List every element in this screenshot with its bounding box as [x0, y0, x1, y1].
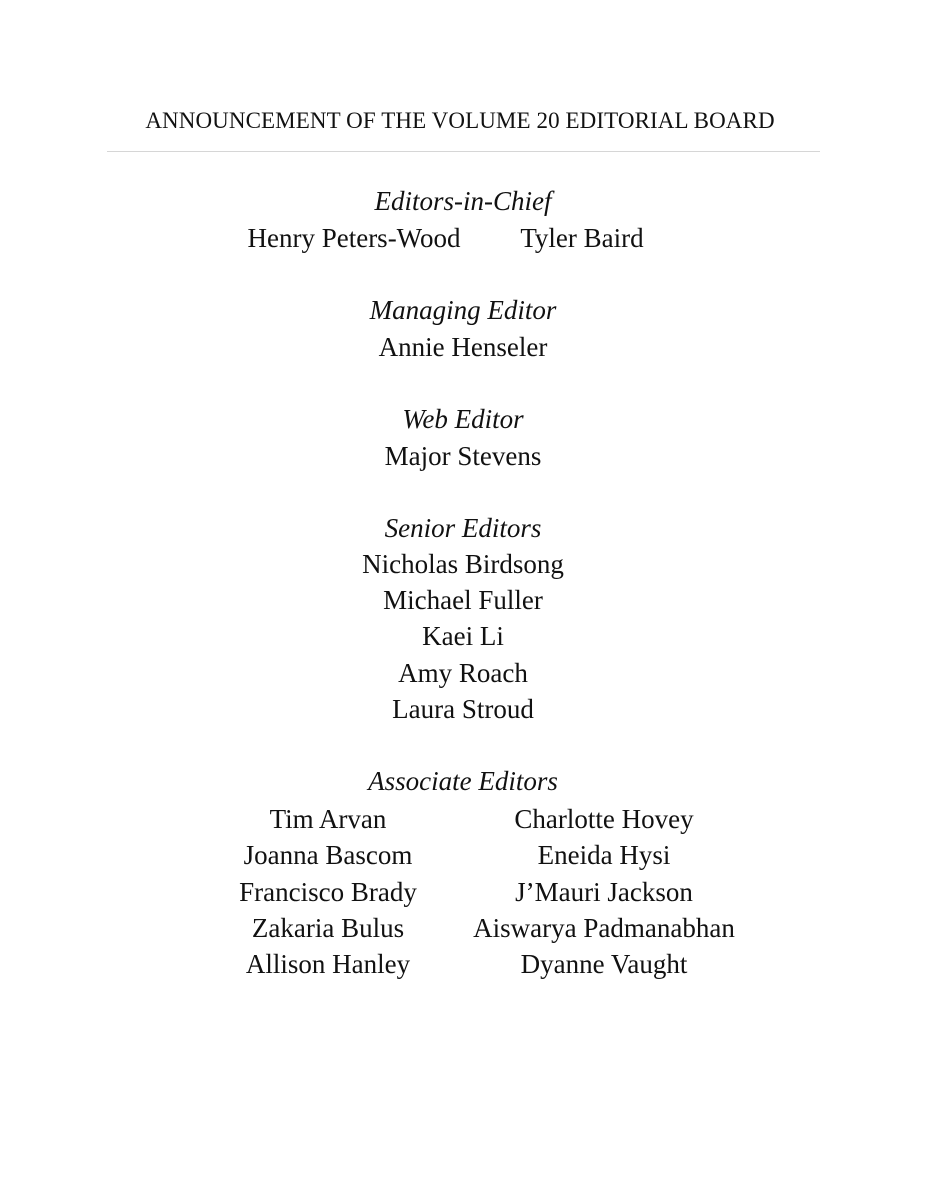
associate-editor-name: Dyanne Vaught	[520, 949, 688, 979]
senior-editor-name: Michael Fuller	[383, 585, 543, 615]
associate-editor-name: Zakaria Bulus	[251, 913, 405, 943]
section-title-web-editor: Web Editor	[402, 404, 524, 434]
senior-editor-name: Kaei Li	[422, 621, 504, 651]
section-title-managing-editor: Managing Editor	[369, 295, 557, 325]
managing-editor-name: Annie Henseler	[378, 332, 548, 362]
associate-editor-name: Charlotte Hovey	[514, 804, 694, 834]
associate-editor-name: J’Mauri Jackson	[515, 877, 693, 907]
section-title-associate-editors: Associate Editors	[368, 766, 558, 796]
senior-editor-name: Laura Stroud	[392, 694, 534, 724]
senior-editor-name: Nicholas Birdsong	[362, 549, 564, 579]
section-title-senior-editors: Senior Editors	[384, 513, 542, 543]
associate-editor-name: Allison Hanley	[245, 949, 411, 979]
web-editor-name: Major Stevens	[384, 441, 542, 471]
editor-in-chief-name: Tyler Baird	[520, 223, 644, 253]
page-heading: ANNOUNCEMENT OF THE VOLUME 20 EDITORIAL BOARD	[145, 108, 775, 133]
associate-editor-name: Francisco Brady	[239, 877, 417, 907]
associate-editor-name: Tim Arvan	[269, 804, 387, 834]
section-title-editors-in-chief: Editors-in-Chief	[374, 186, 552, 216]
associate-editor-name: Aiswarya Padmanabhan	[473, 913, 735, 943]
senior-editor-name: Amy Roach	[398, 658, 528, 688]
associate-editor-name: Joanna Bascom	[243, 840, 413, 870]
divider	[107, 151, 820, 152]
editor-in-chief-name: Henry Peters-Wood	[247, 223, 461, 253]
associate-editor-name: Eneida Hysi	[537, 840, 671, 870]
